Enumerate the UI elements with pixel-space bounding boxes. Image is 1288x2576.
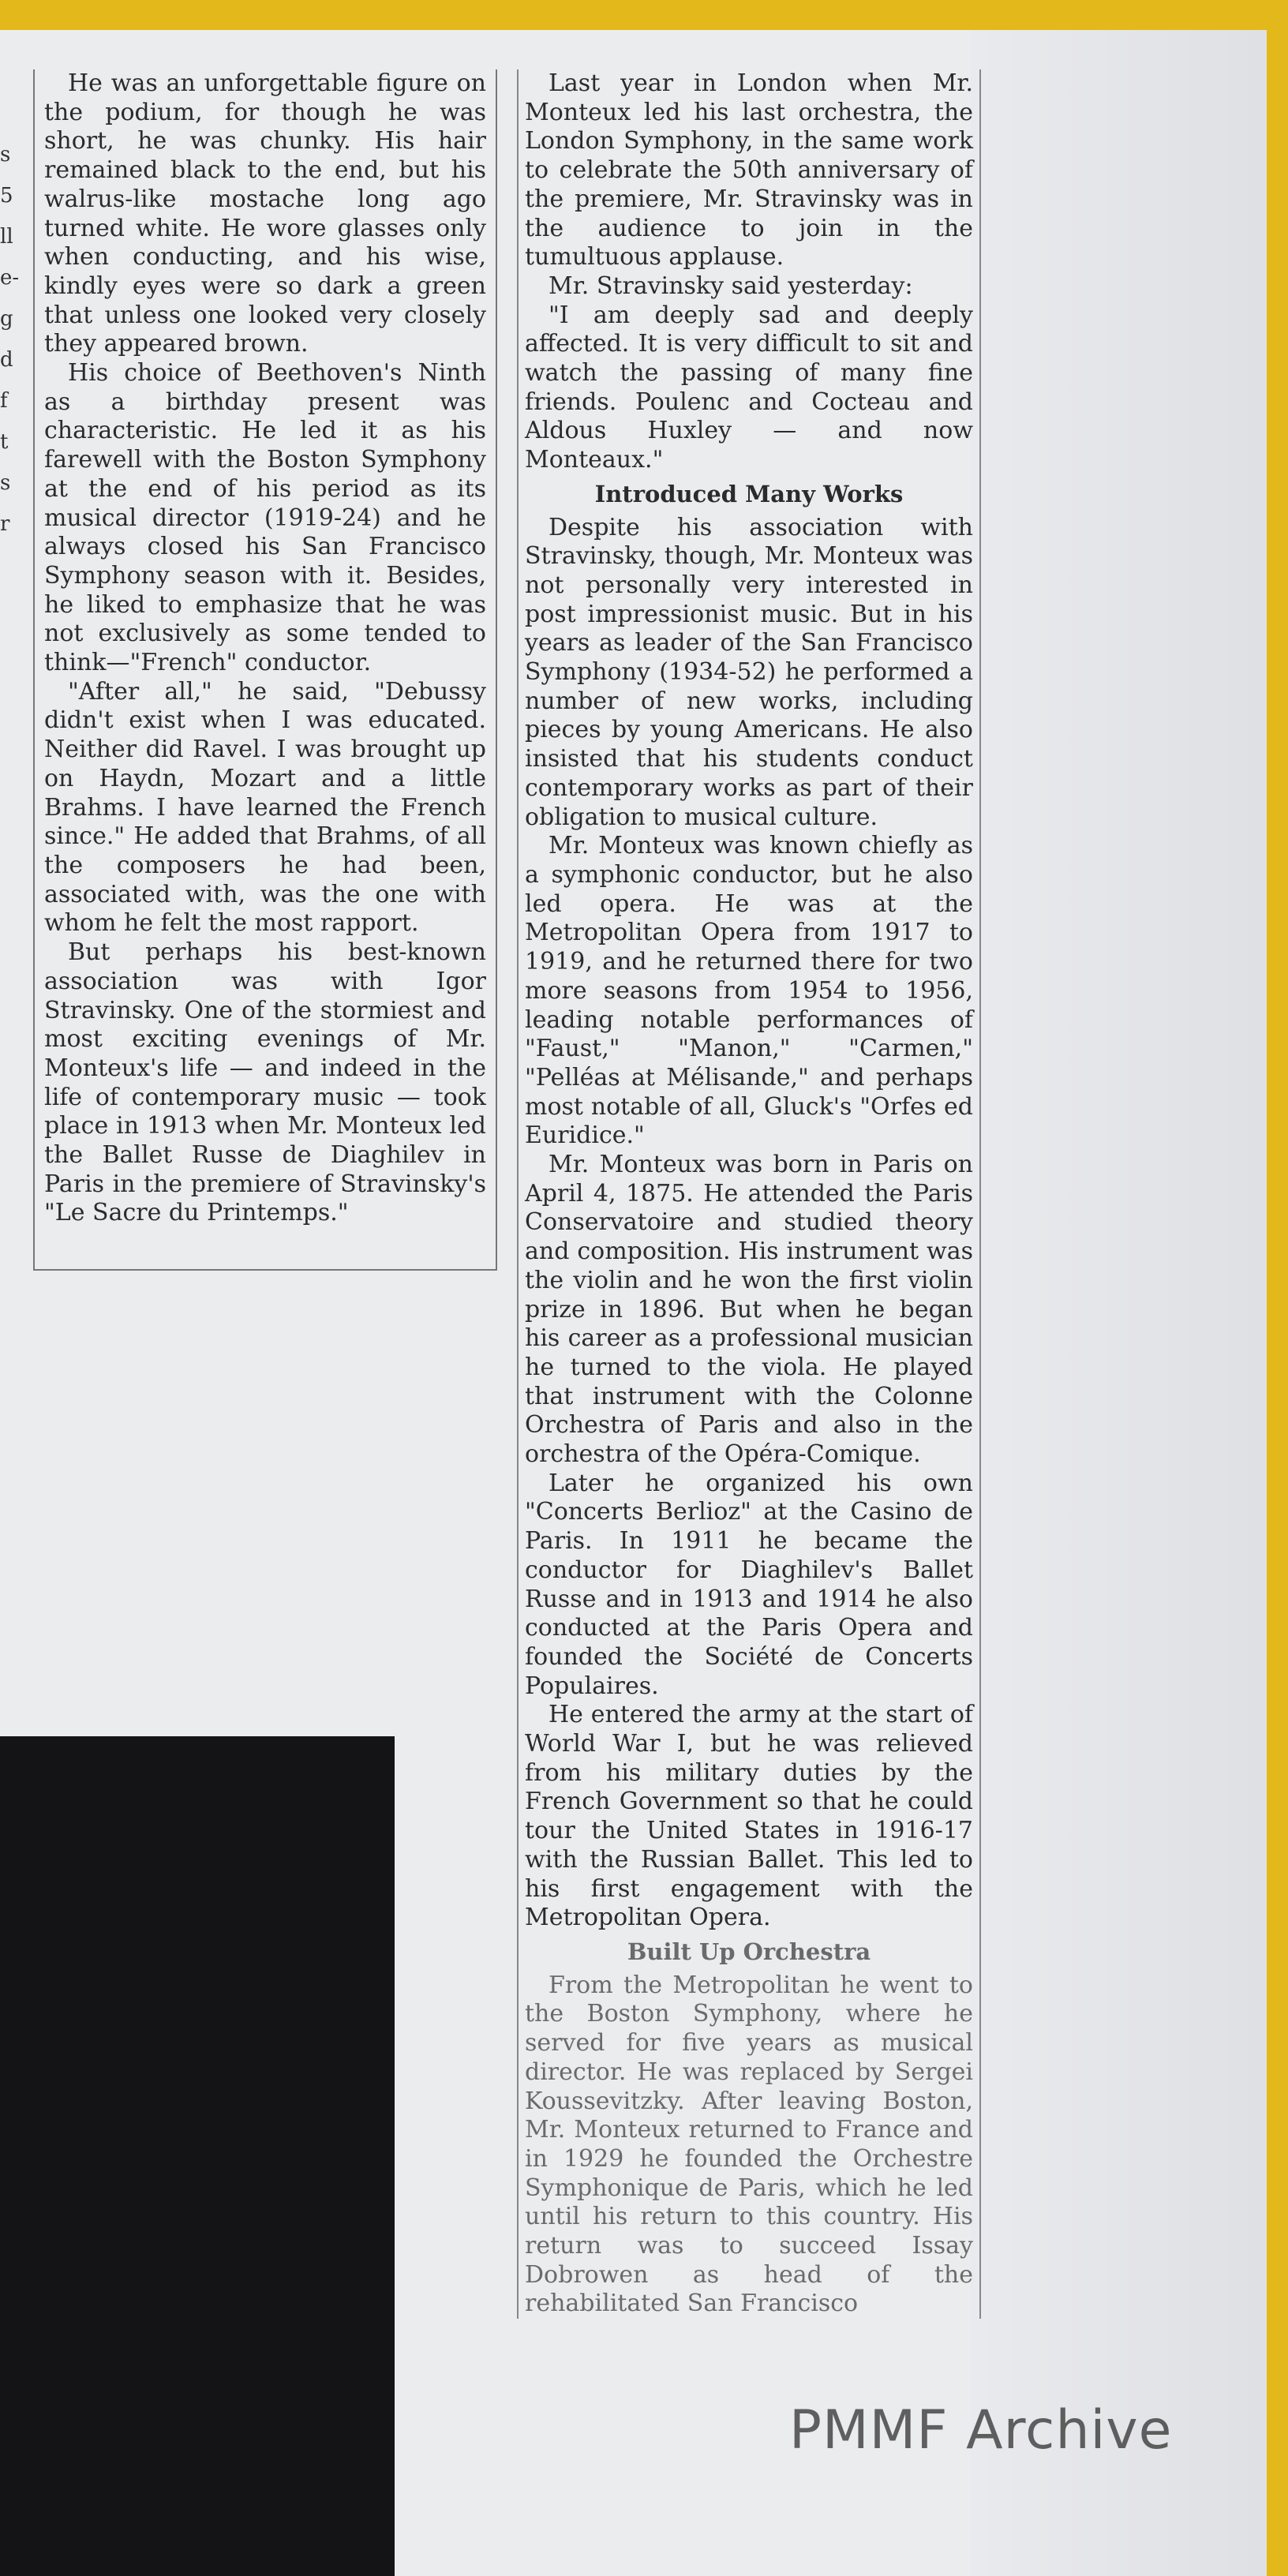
paragraph: But perhaps his best-known association was with Igor Stravinsky. One of the stormiest and most exciting evenings of Mr. Monteux's life — and indeed in the life of contemporary music — took place in 1913 when Mr. Monteux led the Ballet Russe de Diaghilev in Paris in the premiere of Stravinsky's "Le Sacre du Printemps." — [44, 938, 486, 1227]
subheading-built-up-orchestra: Built Up Orchestra — [627, 1938, 871, 1965]
archive-watermark: PMMF Archive — [789, 2399, 1173, 2462]
dark-background-patch — [0, 1736, 395, 2576]
paragraph: "I am deeply sad and deeply affected. It is very difficult to sit and watch the passing of many fine friends. Poulenc and Cocteau and Aldous Huxley — and now Monteaux." — [525, 301, 973, 474]
edge-fragment: s — [0, 471, 11, 495]
right-column-bottom — [525, 1971, 973, 2319]
cropped-left-column — [0, 134, 24, 687]
edge-fragment: t — [0, 430, 9, 454]
edge-fragment: d — [0, 348, 13, 372]
paragraph: Despite his association with Stravinsky, though, Mr. Monteux was not personally very interested in post impressionist music. But in his years as leader of the San Francisco Symphony (1934-52) he performed a number of new works, including pieces by young Americans. He also insisted that his students conduct contemporary works as part of their obligation to musical culture. — [525, 513, 973, 831]
paragraph: Last year in London when Mr. Monteux led his last orchestra, the London Symphony, in the same work to celebrate the 50th anniversary of the premiere, Mr. Stravinsky was in the audience to join in the tumultuous applause. — [525, 69, 973, 271]
edge-fragment: s — [0, 143, 11, 167]
paragraph: Later he organized his own "Concerts Berlioz" at the Casino de Paris. In 1911 he became the conductor for Diaghilev's Ballet Russe and in 1913 and 1914 he also conducted at the Paris Opera and founded the Société de Concerts Populaires. — [525, 1469, 973, 1700]
paper-margin — [971, 30, 1267, 2576]
paragraph: "After all," he said, "Debussy didn't exist when I was educated. Neither did Ravel. I was brought up on Haydn, Mozart and a little Brahms. I have learned the French since." He added that Brahms, of all the composers he had been, associated with, was the one with whom he felt the most rapport. — [44, 677, 486, 938]
edge-fragment: f — [0, 389, 8, 413]
edge-fragment: r — [0, 512, 10, 536]
paragraph: He entered the army at the start of World War I, but he was relieved from his military duties by the French Government so that he could tour the United States in 1916-17 with the Russian Ballet. This led to his first engagement with the Metropolitan Opera. — [525, 1701, 973, 1932]
paragraph: He was an unforgettable figure on the podium, for though he was short, he was chunky. His hair remained black to the end, but his walrus-like mostache long ago turned white. He wore glasses only when conducting, and his wise, kindly eyes were so dark a green that unless one looked very closely they appeared brown. — [44, 69, 486, 358]
edge-fragment: 5 — [0, 184, 13, 208]
right-column-middle — [525, 514, 973, 1933]
edge-fragment: ll — [0, 225, 13, 249]
article-left-column — [33, 69, 497, 1271]
edge-fragment: e- — [0, 266, 20, 290]
paragraph: From the Metropolitan he went to the Boston Symphony, where he served for five years as musical director. He was replaced by Sergei Koussevitzky. After leaving Boston, Mr. Monteux returned to France and in 1929 he founded the Orchestre Symphonique de Paris, which he led until his return to this country. His return was to succeed Issay Dobrowen as head of the rehabilitated San Francisco — [525, 1971, 973, 2318]
paragraph: Mr. Monteux was born in Paris on April 4, 1875. He attended the Paris Conservatoire and studied theory and composition. His instrument was the violin and he won the first violin prize in 1896. But when he began his career as a professional musician he turned to the viola. He played that instrument with the Colonne Orchestra of Paris and also in the orchestra of the Opéra-Comique. — [525, 1151, 973, 1469]
paragraph: Mr. Stravinsky said yesterday: — [549, 271, 913, 300]
article-right-column — [517, 69, 981, 2319]
paragraph: His choice of Beethoven's Ninth as a birthday present was characteristic. He led it as his farewell with the Boston Symphony at the end of his period as its musical director (1919-24) and he always closed his San Francisco Symphony season with it. Besides, he liked to emphasize that he was not exclusively as some tended to think—"French" conductor. — [44, 359, 486, 677]
subheading-introduced-many-works: Introduced Many Works — [594, 480, 904, 507]
paragraph: Mr. Monteux was known chiefly as a symphonic conductor, but he also led opera. He was at the Metropolitan Opera from 1917 to 1919, and he returned there for two more seasons from 1954 to 1956, leading notable performances of "Faust," "Manon," "Carmen," "Pelléas at Mélisande," and perhaps most notable of all, Gluck's "Orfes ed Euridice." — [525, 832, 973, 1150]
right-column-top — [525, 69, 973, 475]
edge-fragment: g — [0, 307, 13, 331]
